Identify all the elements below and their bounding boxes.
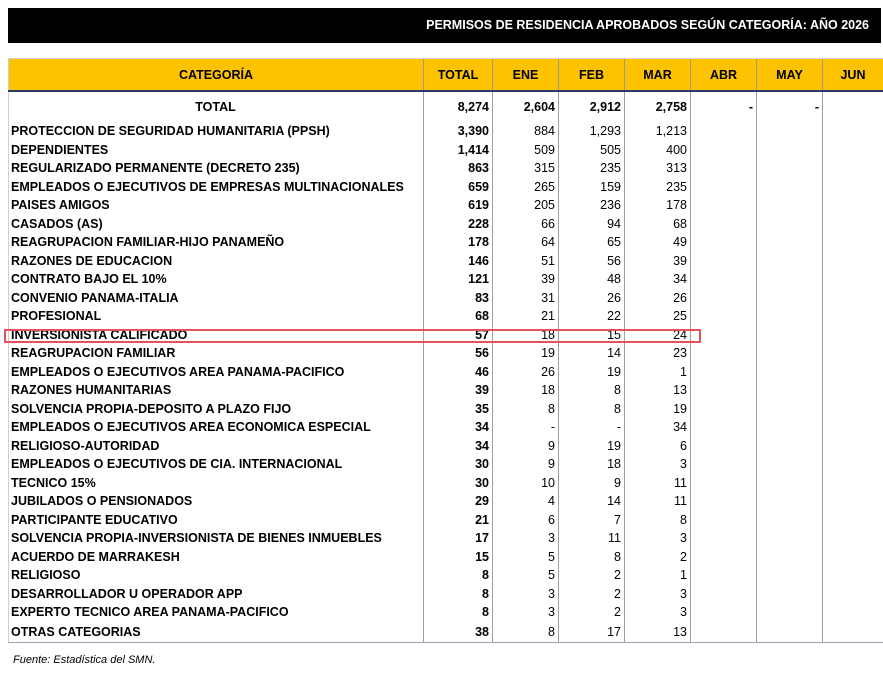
cell-total: 46 [424, 363, 493, 382]
cell-abr [691, 603, 757, 622]
category-label: PROFESIONAL [9, 307, 424, 326]
cell-total: 659 [424, 178, 493, 197]
table-row [9, 252, 883, 271]
cell-total: 8 [424, 585, 493, 604]
table-row [9, 326, 883, 345]
category-label: REGULARIZADO PERMANENTE (DECRETO 235) [9, 159, 424, 178]
cell-feb: - [559, 418, 625, 437]
cell-jun [823, 548, 883, 567]
total-cell-jun [823, 91, 883, 122]
cell-jun [823, 474, 883, 493]
table-row [9, 585, 883, 604]
table-row [9, 289, 883, 308]
cell-mar: 1 [625, 566, 691, 585]
cell-may [757, 326, 823, 345]
category-label: SOLVENCIA PROPIA-INVERSIONISTA DE BIENES INMUEBLES [9, 529, 424, 548]
cell-may [757, 215, 823, 234]
total-cell-feb: 2,912 [559, 91, 625, 122]
cell-mar: 3 [625, 529, 691, 548]
category-label: PARTICIPANTE EDUCATIVO [9, 511, 424, 530]
cell-jun [823, 437, 883, 456]
cell-feb: 7 [559, 511, 625, 530]
cell-ene: 66 [493, 215, 559, 234]
table-row [9, 474, 883, 493]
cell-may [757, 270, 823, 289]
cell-abr [691, 548, 757, 567]
cell-jun [823, 455, 883, 474]
cell-jun [823, 344, 883, 363]
cell-may [757, 307, 823, 326]
cell-abr [691, 437, 757, 456]
cell-may [757, 492, 823, 511]
cell-ene: 18 [493, 381, 559, 400]
header-may: MAY [757, 59, 823, 92]
table-row [9, 122, 883, 141]
cell-may [757, 159, 823, 178]
source-note: Fuente: Estadística del SMN. [13, 654, 156, 666]
category-label: RAZONES HUMANITARIAS [9, 381, 424, 400]
cell-ene: 9 [493, 455, 559, 474]
cell-ene: 8 [493, 622, 559, 643]
cell-jun [823, 418, 883, 437]
cell-feb: 8 [559, 381, 625, 400]
cell-mar: 13 [625, 381, 691, 400]
category-label: EMPLEADOS O EJECUTIVOS AREA ECONOMICA ESPECIAL [9, 418, 424, 437]
cell-total: 178 [424, 233, 493, 252]
permits-table-container [8, 58, 883, 643]
header-abr: ABR [691, 59, 757, 92]
header-feb: FEB [559, 59, 625, 92]
cell-may [757, 122, 823, 141]
cell-total: 68 [424, 307, 493, 326]
cell-may [757, 585, 823, 604]
cell-abr [691, 141, 757, 160]
total-cell-abr: - [691, 91, 757, 122]
cell-jun [823, 400, 883, 419]
cell-ene: 19 [493, 344, 559, 363]
cell-jun [823, 141, 883, 160]
header-row [9, 59, 883, 92]
cell-ene: 4 [493, 492, 559, 511]
cell-feb: 11 [559, 529, 625, 548]
permits-table [8, 58, 883, 643]
category-label: PROTECCION DE SEGURIDAD HUMANITARIA (PPSH) [9, 122, 424, 141]
cell-mar: 19 [625, 400, 691, 419]
category-label: PAISES AMIGOS [9, 196, 424, 215]
cell-abr [691, 529, 757, 548]
cell-may [757, 437, 823, 456]
cell-abr [691, 159, 757, 178]
cell-jun [823, 566, 883, 585]
cell-mar: 6 [625, 437, 691, 456]
cell-total: 30 [424, 474, 493, 493]
table-row [9, 233, 883, 252]
cell-ene: 3 [493, 585, 559, 604]
cell-abr [691, 196, 757, 215]
cell-total: 29 [424, 492, 493, 511]
cell-feb: 19 [559, 363, 625, 382]
cell-mar: 23 [625, 344, 691, 363]
cell-feb: 2 [559, 566, 625, 585]
category-label: DESARROLLADOR U OPERADOR APP [9, 585, 424, 604]
table-row [9, 437, 883, 456]
category-label: CONVENIO PANAMA-ITALIA [9, 289, 424, 308]
header-jun: JUN [823, 59, 883, 92]
cell-abr [691, 622, 757, 643]
cell-ene: 509 [493, 141, 559, 160]
table-row [9, 511, 883, 530]
category-label: ACUERDO DE MARRAKESH [9, 548, 424, 567]
cell-mar: 25 [625, 307, 691, 326]
cell-abr [691, 344, 757, 363]
cell-total: 146 [424, 252, 493, 271]
header-categoria: CATEGORÍA [9, 59, 424, 92]
table-row [9, 196, 883, 215]
total-label: TOTAL [9, 91, 424, 122]
cell-ene: 884 [493, 122, 559, 141]
cell-may [757, 233, 823, 252]
cell-feb: 18 [559, 455, 625, 474]
category-label: INVERSIONISTA CALIFICADO [9, 326, 424, 345]
cell-ene: 39 [493, 270, 559, 289]
cell-jun [823, 178, 883, 197]
table-row [9, 215, 883, 234]
cell-mar: 34 [625, 270, 691, 289]
cell-total: 30 [424, 455, 493, 474]
cell-may [757, 455, 823, 474]
cell-total: 35 [424, 400, 493, 419]
category-label: EMPLEADOS O EJECUTIVOS AREA PANAMA-PACIFICO [9, 363, 424, 382]
cell-jun [823, 603, 883, 622]
cell-ene: 3 [493, 529, 559, 548]
cell-mar: 1 [625, 363, 691, 382]
cell-abr [691, 418, 757, 437]
table-row [9, 548, 883, 567]
cell-jun [823, 381, 883, 400]
cell-mar: 3 [625, 455, 691, 474]
cell-may [757, 363, 823, 382]
cell-may [757, 178, 823, 197]
cell-mar: 8 [625, 511, 691, 530]
cell-total: 57 [424, 326, 493, 345]
total-cell-ene: 2,604 [493, 91, 559, 122]
cell-mar: 49 [625, 233, 691, 252]
cell-feb: 1,293 [559, 122, 625, 141]
cell-ene: 8 [493, 400, 559, 419]
category-label: CONTRATO BAJO EL 10% [9, 270, 424, 289]
category-label: REAGRUPACION FAMILIAR [9, 344, 424, 363]
cell-ene: - [493, 418, 559, 437]
header-total: TOTAL [424, 59, 493, 92]
cell-mar: 39 [625, 252, 691, 271]
cell-ene: 5 [493, 566, 559, 585]
table-row [9, 492, 883, 511]
cell-feb: 2 [559, 585, 625, 604]
cell-may [757, 566, 823, 585]
cell-abr [691, 326, 757, 345]
cell-ene: 26 [493, 363, 559, 382]
cell-total: 3,390 [424, 122, 493, 141]
cell-may [757, 196, 823, 215]
cell-may [757, 418, 823, 437]
category-label: JUBILADOS O PENSIONADOS [9, 492, 424, 511]
cell-may [757, 529, 823, 548]
cell-jun [823, 289, 883, 308]
cell-abr [691, 363, 757, 382]
cell-jun [823, 307, 883, 326]
cell-feb: 8 [559, 548, 625, 567]
table-row [9, 344, 883, 363]
cell-abr [691, 511, 757, 530]
cell-may [757, 344, 823, 363]
cell-abr [691, 270, 757, 289]
cell-jun [823, 326, 883, 345]
header-ene: ENE [493, 59, 559, 92]
cell-abr [691, 252, 757, 271]
cell-mar: 26 [625, 289, 691, 308]
cell-abr [691, 307, 757, 326]
category-label: SOLVENCIA PROPIA-DEPOSITO A PLAZO FIJO [9, 400, 424, 419]
cell-ene: 5 [493, 548, 559, 567]
cell-mar: 13 [625, 622, 691, 643]
cell-abr [691, 585, 757, 604]
cell-mar: 2 [625, 548, 691, 567]
table-row [9, 159, 883, 178]
cell-feb: 14 [559, 492, 625, 511]
cell-jun [823, 511, 883, 530]
cell-abr [691, 289, 757, 308]
category-label: EMPLEADOS O EJECUTIVOS DE CIA. INTERNACIONAL [9, 455, 424, 474]
cell-jun [823, 252, 883, 271]
table-row [9, 455, 883, 474]
cell-feb: 9 [559, 474, 625, 493]
cell-total: 17 [424, 529, 493, 548]
category-label: OTRAS CATEGORIAS [9, 622, 424, 643]
cell-abr [691, 474, 757, 493]
cell-feb: 2 [559, 603, 625, 622]
cell-ene: 10 [493, 474, 559, 493]
cell-ene: 18 [493, 326, 559, 345]
table-row [9, 603, 883, 622]
cell-total: 8 [424, 603, 493, 622]
table-row [9, 566, 883, 585]
cell-feb: 235 [559, 159, 625, 178]
cell-abr [691, 455, 757, 474]
cell-mar: 235 [625, 178, 691, 197]
cell-feb: 236 [559, 196, 625, 215]
cell-may [757, 400, 823, 419]
cell-total: 56 [424, 344, 493, 363]
total-cell-mar: 2,758 [625, 91, 691, 122]
cell-feb: 48 [559, 270, 625, 289]
cell-feb: 26 [559, 289, 625, 308]
cell-jun [823, 622, 883, 643]
table-header [9, 59, 883, 92]
cell-mar: 1,213 [625, 122, 691, 141]
cell-mar: 34 [625, 418, 691, 437]
cell-mar: 11 [625, 474, 691, 493]
cell-ene: 3 [493, 603, 559, 622]
cell-jun [823, 492, 883, 511]
cell-ene: 51 [493, 252, 559, 271]
category-label: REAGRUPACION FAMILIAR-HIJO PANAMEÑO [9, 233, 424, 252]
cell-mar: 68 [625, 215, 691, 234]
cell-total: 121 [424, 270, 493, 289]
cell-jun [823, 585, 883, 604]
category-label: CASADOS (AS) [9, 215, 424, 234]
category-label: DEPENDIENTES [9, 141, 424, 160]
table-row [9, 307, 883, 326]
table-row [9, 178, 883, 197]
cell-mar: 400 [625, 141, 691, 160]
cell-total: 21 [424, 511, 493, 530]
cell-jun [823, 196, 883, 215]
category-label: EMPLEADOS O EJECUTIVOS DE EMPRESAS MULTINACIONALES [9, 178, 424, 197]
cell-jun [823, 529, 883, 548]
report-title: PERMISOS DE RESIDENCIA APROBADOS SEGÚN CATEGORÍA: AÑO 2026 [8, 8, 881, 43]
cell-abr [691, 178, 757, 197]
cell-mar: 11 [625, 492, 691, 511]
cell-total: 1,414 [424, 141, 493, 160]
table-row [9, 418, 883, 437]
cell-ene: 64 [493, 233, 559, 252]
cell-may [757, 289, 823, 308]
cell-ene: 205 [493, 196, 559, 215]
cell-total: 619 [424, 196, 493, 215]
cell-total: 34 [424, 418, 493, 437]
cell-feb: 159 [559, 178, 625, 197]
table-row [9, 381, 883, 400]
cell-mar: 313 [625, 159, 691, 178]
category-label: RAZONES DE EDUCACION [9, 252, 424, 271]
cell-mar: 3 [625, 585, 691, 604]
table-body [9, 91, 883, 642]
header-mar: MAR [625, 59, 691, 92]
cell-abr [691, 381, 757, 400]
table-row [9, 141, 883, 160]
total-cell-total: 8,274 [424, 91, 493, 122]
cell-may [757, 381, 823, 400]
table-row [9, 529, 883, 548]
cell-may [757, 511, 823, 530]
category-label: TECNICO 15% [9, 474, 424, 493]
cell-abr [691, 400, 757, 419]
total-row [9, 91, 883, 122]
cell-jun [823, 270, 883, 289]
cell-feb: 14 [559, 344, 625, 363]
cell-jun [823, 363, 883, 382]
cell-jun [823, 159, 883, 178]
category-label: RELIGIOSO [9, 566, 424, 585]
cell-abr [691, 215, 757, 234]
cell-abr [691, 122, 757, 141]
cell-feb: 15 [559, 326, 625, 345]
cell-feb: 505 [559, 141, 625, 160]
cell-feb: 17 [559, 622, 625, 643]
cell-ene: 31 [493, 289, 559, 308]
cell-may [757, 622, 823, 643]
cell-may [757, 141, 823, 160]
cell-total: 15 [424, 548, 493, 567]
total-cell-may: - [757, 91, 823, 122]
cell-may [757, 474, 823, 493]
table-row [9, 400, 883, 419]
cell-feb: 56 [559, 252, 625, 271]
cell-jun [823, 233, 883, 252]
table-row [9, 622, 883, 643]
cell-total: 8 [424, 566, 493, 585]
cell-feb: 19 [559, 437, 625, 456]
cell-ene: 315 [493, 159, 559, 178]
cell-may [757, 252, 823, 271]
cell-total: 83 [424, 289, 493, 308]
cell-total: 38 [424, 622, 493, 643]
cell-ene: 6 [493, 511, 559, 530]
cell-ene: 9 [493, 437, 559, 456]
cell-total: 39 [424, 381, 493, 400]
cell-total: 34 [424, 437, 493, 456]
cell-total: 863 [424, 159, 493, 178]
cell-feb: 65 [559, 233, 625, 252]
cell-mar: 3 [625, 603, 691, 622]
category-label: RELIGIOSO-AUTORIDAD [9, 437, 424, 456]
cell-jun [823, 215, 883, 234]
cell-may [757, 548, 823, 567]
cell-jun [823, 122, 883, 141]
cell-feb: 8 [559, 400, 625, 419]
cell-total: 228 [424, 215, 493, 234]
cell-feb: 94 [559, 215, 625, 234]
cell-feb: 22 [559, 307, 625, 326]
cell-ene: 21 [493, 307, 559, 326]
table-row [9, 363, 883, 382]
cell-mar: 24 [625, 326, 691, 345]
cell-may [757, 603, 823, 622]
category-label: EXPERTO TECNICO AREA PANAMA-PACIFICO [9, 603, 424, 622]
table-row [9, 270, 883, 289]
cell-abr [691, 233, 757, 252]
cell-mar: 178 [625, 196, 691, 215]
cell-ene: 265 [493, 178, 559, 197]
cell-abr [691, 566, 757, 585]
cell-abr [691, 492, 757, 511]
